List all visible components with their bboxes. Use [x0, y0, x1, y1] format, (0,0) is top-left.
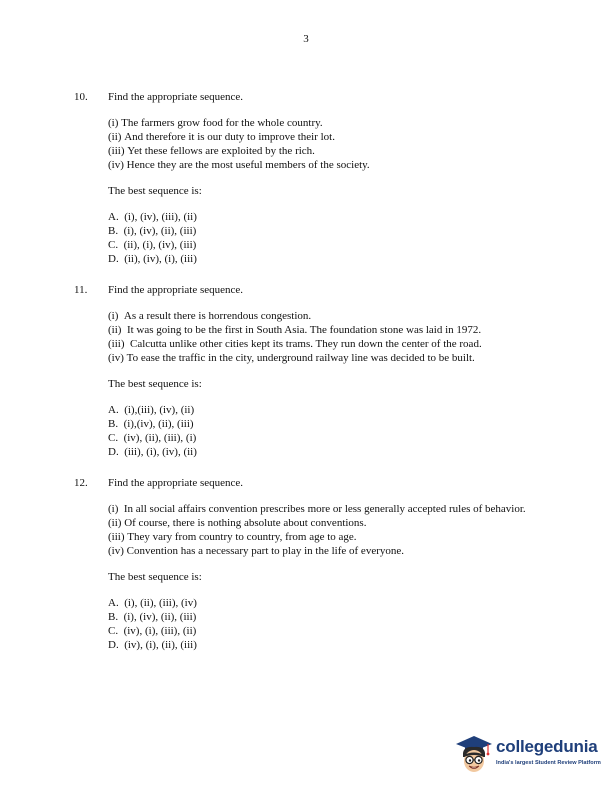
option-b: B. (i), (iv), (ii), (iii): [108, 225, 197, 237]
option-d: D. (iii), (i), (iv), (ii): [108, 446, 197, 458]
question-11: [74, 283, 544, 459]
statement: (iii) Calcutta unlike other cities kept its trams. They run down the center of the road.: [108, 338, 482, 350]
option-list: [108, 403, 544, 459]
option-c: C. (iv), (ii), (iii), (i): [108, 432, 197, 444]
question-number: 12.: [74, 477, 88, 489]
best-sequence-label: The best sequence is:: [108, 378, 202, 390]
page-number: 3: [303, 33, 309, 45]
best-sequence-label: The best sequence is:: [108, 571, 202, 583]
statement: (i) In all social affairs convention prescribes more or less generally accepted rules of behavior.: [108, 503, 526, 515]
collegedunia-logo: [452, 733, 602, 777]
question-prompt: Find the appropriate sequence.: [108, 91, 244, 103]
option-b: B. (i), (iv), (ii), (iii): [108, 611, 197, 623]
statement: (i) As a result there is horrendous congestion.: [108, 310, 312, 322]
question-number: 11.: [74, 284, 88, 296]
statement: (iii) Yet these fellows are exploited by the rich.: [108, 145, 315, 157]
statement-list: [108, 116, 544, 172]
question-10: [74, 90, 544, 266]
statement: (iv) Hence they are the most useful members of the society.: [108, 159, 370, 171]
statement: (ii) It was going to be the first in South Asia. The foundation stone was laid in 1972.: [108, 324, 482, 336]
option-list: [108, 596, 544, 652]
option-a: A. (i),(iii), (iv), (ii): [108, 404, 195, 416]
option-d: D. (iv), (i), (ii), (iii): [108, 639, 197, 651]
statement: (iv) To ease the traffic in the city, underground railway line was decided to be built.: [108, 352, 475, 364]
option-a: A. (i), (ii), (iii), (iv): [108, 597, 197, 609]
option-a: A. (i), (iv), (iii), (ii): [108, 211, 197, 223]
option-list: [108, 210, 544, 266]
statement: (iv) Convention has a necessary part to play in the life of everyone.: [108, 545, 404, 557]
statement: (ii) Of course, there is nothing absolute about conventions.: [108, 517, 367, 529]
statement-list: [108, 309, 544, 365]
logo-tagline: India's largest Student Review Platform: [496, 760, 601, 766]
statement: (iii) They vary from country to country, from age to age.: [108, 531, 357, 543]
question-number: 10.: [74, 91, 88, 103]
option-b: B. (i),(iv), (ii), (iii): [108, 418, 194, 430]
question-12: [74, 476, 544, 652]
statement: (ii) And therefore it is our duty to improve their lot.: [108, 131, 335, 143]
statement-list: [108, 502, 544, 558]
option-d: D. (ii), (iv), (i), (iii): [108, 253, 197, 265]
best-sequence-label: The best sequence is:: [108, 185, 202, 197]
graduate-mascot-icon: [452, 733, 496, 777]
option-c: C. (iv), (i), (iii), (ii): [108, 625, 197, 637]
question-prompt: Find the appropriate sequence.: [108, 477, 244, 489]
statement: (i) The farmers grow food for the whole country.: [108, 117, 323, 129]
logo-wordmark: collegedunia: [496, 737, 598, 756]
option-c: C. (ii), (i), (iv), (iii): [108, 239, 197, 251]
question-prompt: Find the appropriate sequence.: [108, 284, 244, 296]
